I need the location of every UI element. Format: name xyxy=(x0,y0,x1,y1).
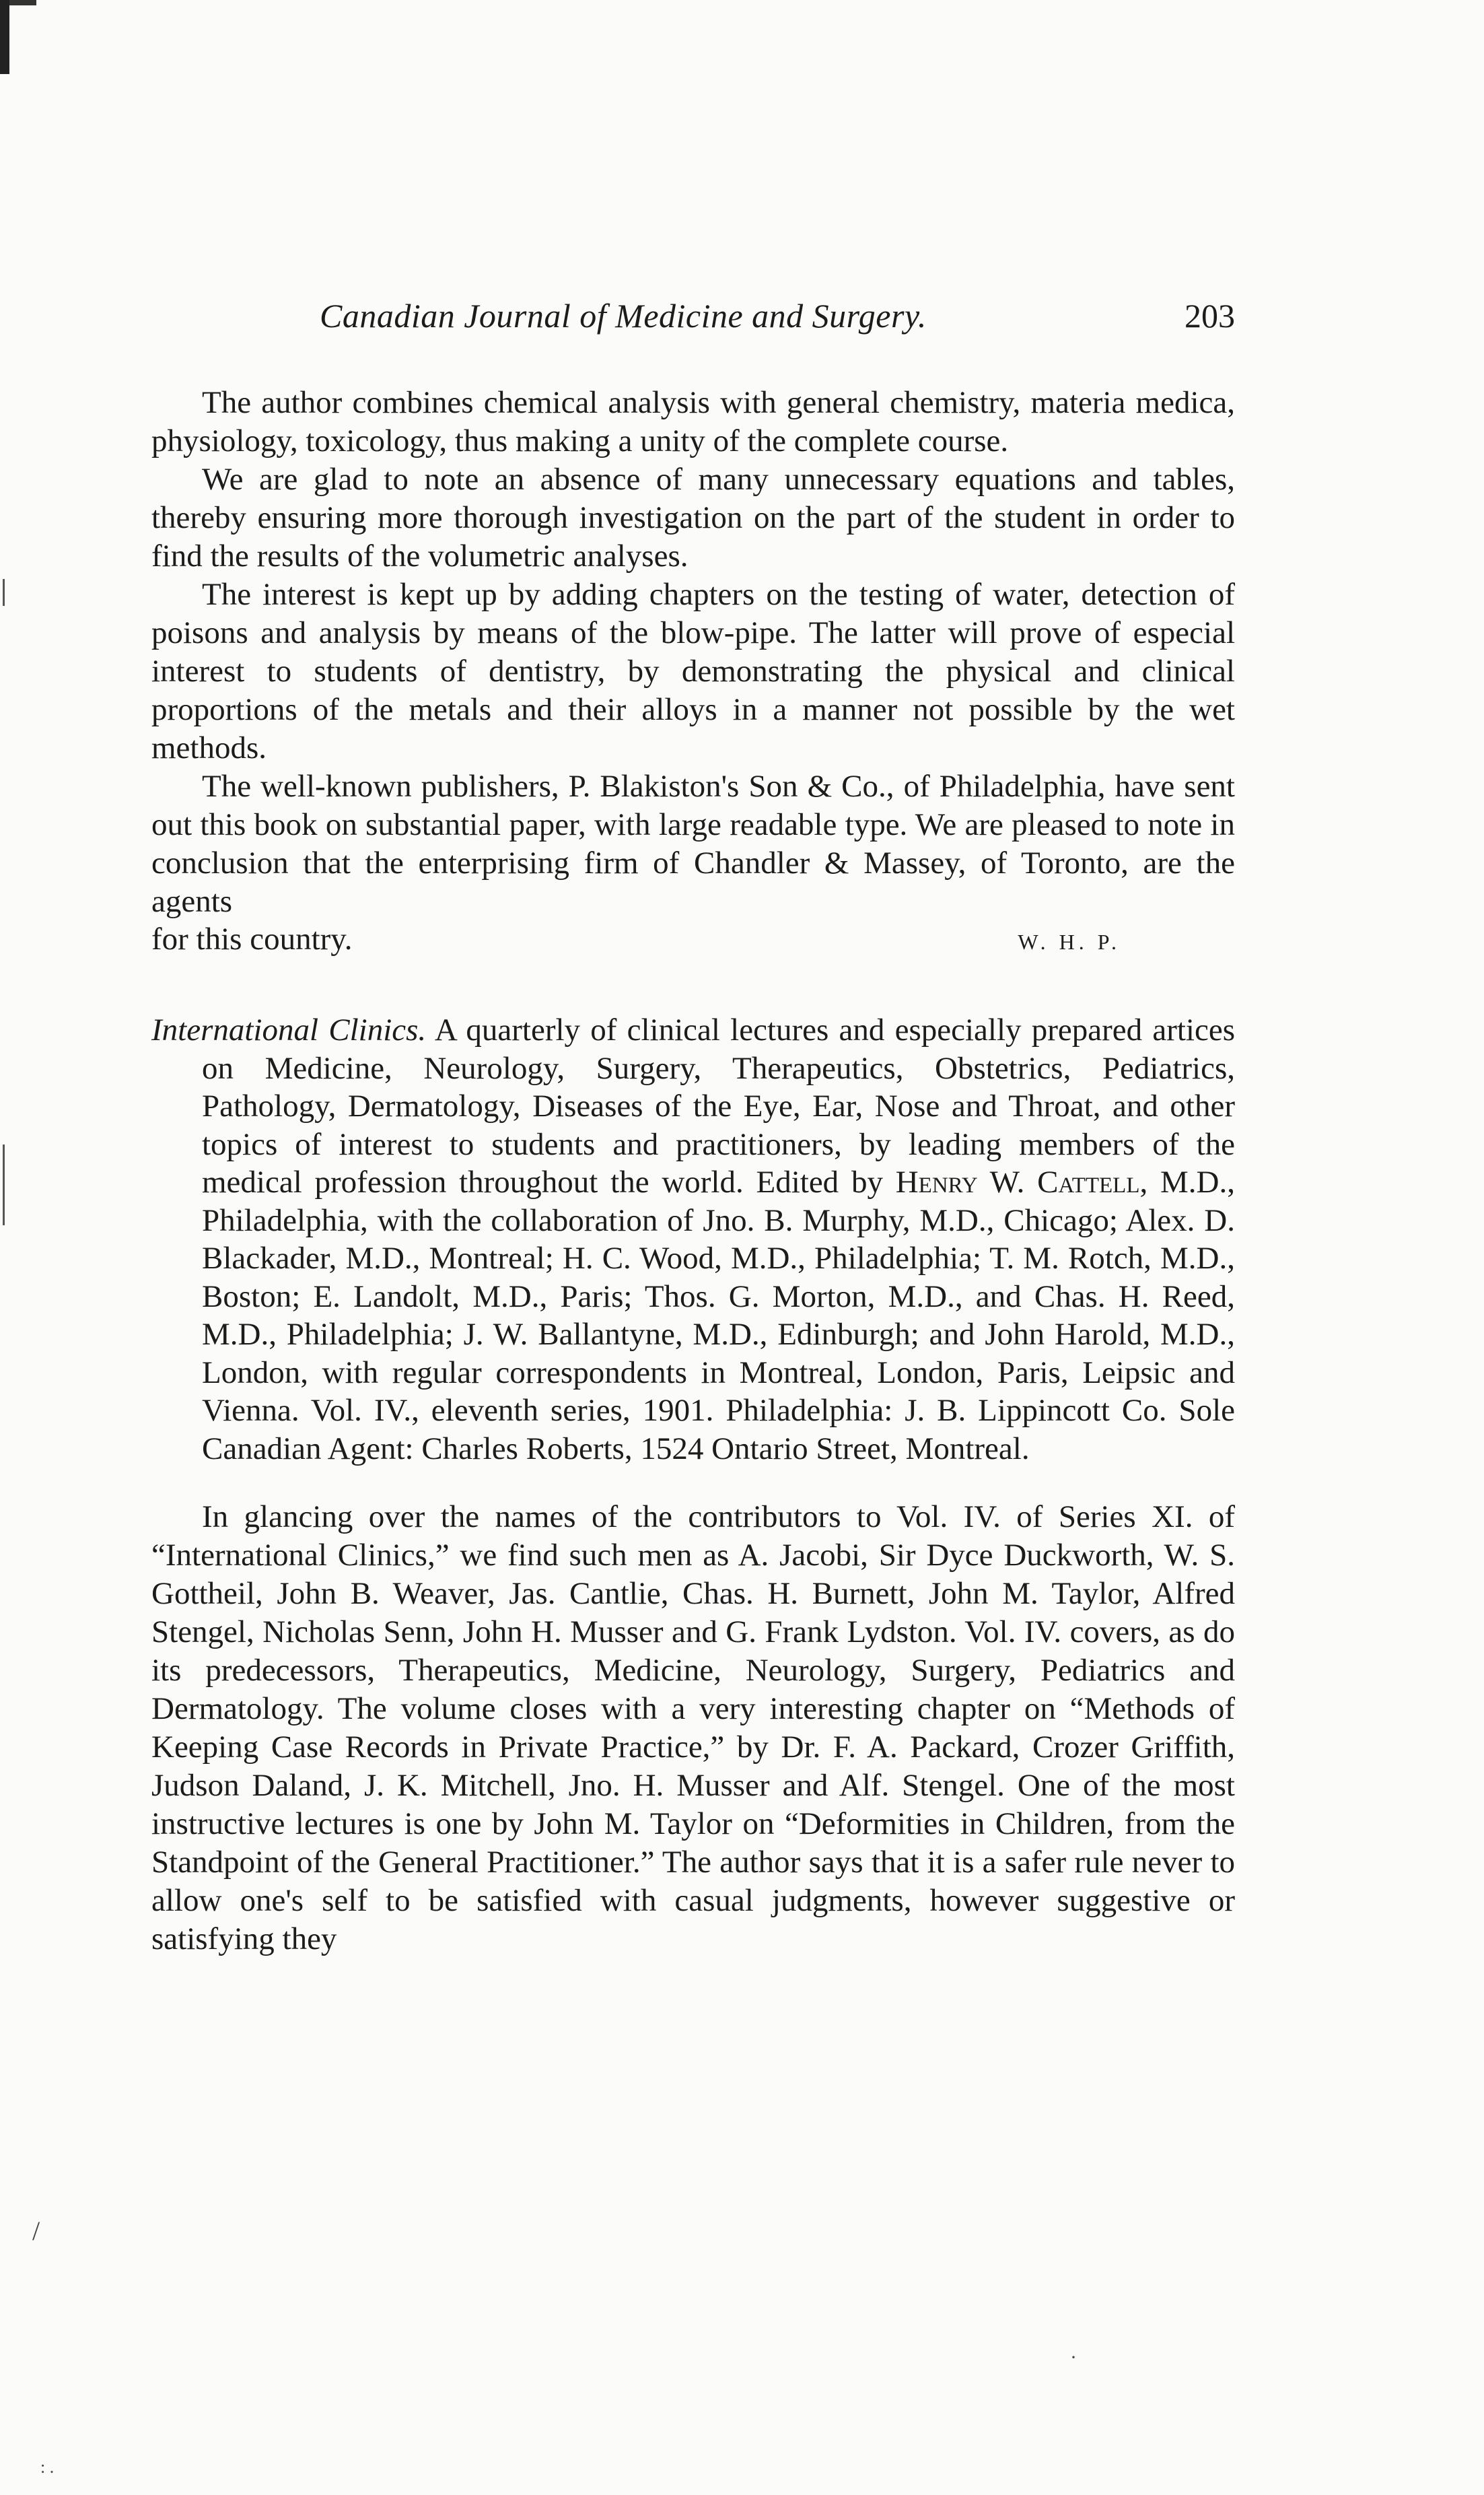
review-continuation xyxy=(151,384,1235,957)
signoff-text: for this country. xyxy=(151,922,353,957)
journal-page xyxy=(151,296,1235,1958)
stray-mark: / xyxy=(32,2216,40,2246)
review-citation xyxy=(151,1011,1235,1468)
running-head xyxy=(151,296,1235,343)
scan-edge-mark xyxy=(0,0,9,74)
signoff xyxy=(151,921,1235,957)
review-title: International Clinics. xyxy=(151,1013,427,1048)
page-number: 203 xyxy=(1185,297,1235,335)
reviewer-initials: W. H. P. xyxy=(1018,930,1121,954)
stray-mark: · xyxy=(1070,2346,1077,2368)
paragraph: The interest is kept up by adding chapters on the testing of water, detection of poisons and analysis by means of the blow-pipe. The latter will prove of especial interest to students of dentistry, by demonstrating the physical and clinical proportions of the metals and their alloys in a manner not possible by the wet methods. xyxy=(151,577,1235,765)
paragraph: In glancing over the names of the contributors to Vol. IV. of Series XI. of “International Clinics,” we find such men as A. Jacobi, Sir Dyce Duckworth, W. S. Gottheil, John B. Weaver, Jas. Cantlie, Chas. H. Burnett, John M. Taylor, Alfred Stengel, Nicholas Senn, John H. Musser and G. Frank Lydston. Vol. IV. covers, as do its predecessors, Therapeutics, Medicine, Neurology, Surgery, Pediatrics and Dermatology. The volume closes with a very interesting chapter on “Methods of Keeping Case Records in Private Practice,” by Dr. F. A. Packard, Crozer Griffith, Judson Daland, J. K. Mitchell, Jno. H. Musser and Alf. Stengel. One of the most instructive lectures is one by John M. Taylor on “Deformities in Children, from the Standpoint of the General Practitioner.” The author says that it is a safer rule never to allow one's self to be satisfied with casual judgments, however suggestive or satisfying they xyxy=(151,1499,1235,1956)
review-details: , M.D., Philadelphia, with the collaboration of Jno. B. Murphy, M.D., Chicago; Alex. D. Blackader, M.D., Montreal; H. C. Wood, M.D., Philadelphia; T. M. Rotch, M.D., Boston; E. Landolt, M.D., Paris; Thos. G. Morton, M.D., and Chas. H. Reed, M.D., Philadelphia; J. W. Ballantyne, M.D., Edinburgh; and John Harold, M.D., London, with regular correspondents in Montreal, London, Paris, Leipsic and Vienna. Vol. IV., eleventh series, 1901. Philadelphia: J. B. Lippincott Co. Sole Canadian Agent: Charles Roberts, 1524 Ontario Street, Montreal. xyxy=(202,1165,1236,1466)
margin-mark xyxy=(3,1144,5,1225)
editor-name: Henry W. Cattell xyxy=(895,1165,1140,1200)
margin-mark xyxy=(3,579,5,606)
scan-edge-mark xyxy=(9,0,36,5)
journal-title: Canadian Journal of Medicine and Surgery. xyxy=(320,297,927,335)
book-review xyxy=(151,1011,1235,1958)
paragraph: We are glad to note an absence of many unnecessary equations and tables, thereby ensuring more thorough investigation on the part of the student in order to find the results of the volumetric analyses. xyxy=(151,462,1235,574)
stray-mark: : . xyxy=(40,2457,55,2477)
paragraph: The well-known publishers, P. Blakiston's Son & Co., of Philadelphia, have sent out this book on substantial paper, with large readable type. We are pleased to note in conclusion that the enterprising firm of Chandler & Massey, of Toronto, are the agents xyxy=(151,769,1235,919)
paragraph: The author combines chemical analysis with general chemistry, materia medica, physiology, toxicology, thus making a unity of the complete course. xyxy=(151,385,1235,458)
review-intro: A quarterly of clinical lectures and especially prepared artices on Medicine, Neurology, Surgery, Therapeutics, Obstetrics, Pediatrics, Pathology, Dermatology, Diseases of the Eye, Ear, Nose and Throat, and other topics of interest to students and practitioners, by leading members of the medical profession throughout the world. Edited by xyxy=(202,1013,1235,1200)
review-body xyxy=(151,1498,1235,1958)
